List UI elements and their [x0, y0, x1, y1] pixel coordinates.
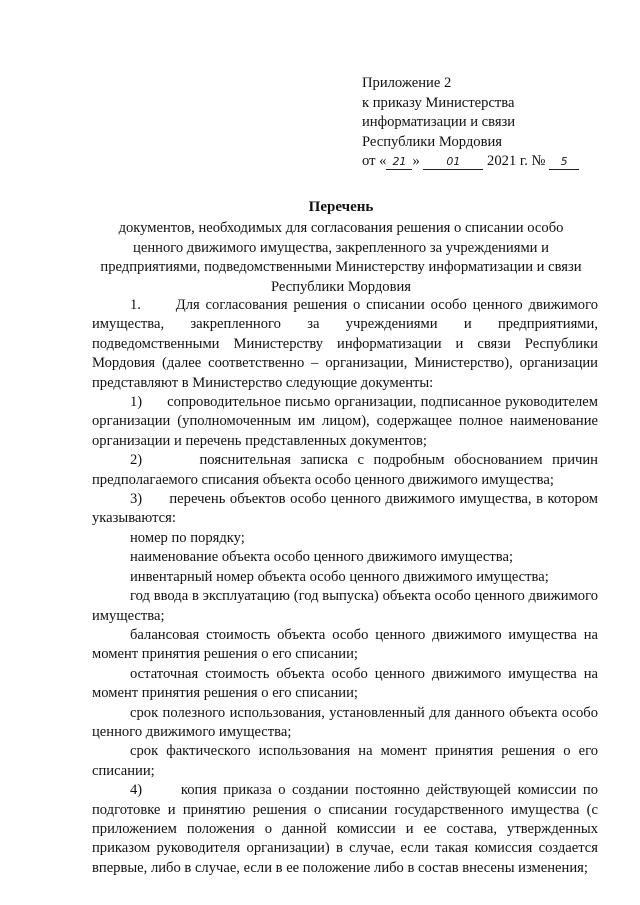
document-title: Перечень [308, 199, 374, 215]
sub-item: остаточная стоимость объекта особо ценного движимого имущества на момент принятия решения о его списании; [92, 665, 598, 702]
appendix-date-line [362, 152, 632, 172]
sub-item: инвентарный номер объекта особо ценного движимого имущества; [130, 568, 549, 585]
appendix-order-ref: к приказу Министерства [362, 94, 515, 111]
list-item-3: 3) перечень объектов особо ценного движимого имущества, в котором указываются: [92, 491, 598, 527]
sub-item: срок полезного использования, установленный для данного объекта особо ценного движимого имущества; [92, 704, 598, 740]
appendix-ministry: информатизации и связи [362, 114, 516, 130]
appendix-republic: Республики Мордовия [362, 133, 503, 150]
subtitle-line: документов, необходимых для согласования решения о списании особо [118, 220, 564, 236]
subtitle-line: Республики Мордовия [270, 278, 411, 295]
subtitle-line: предприятиями, подведомственными Министерству информатизации и связи [100, 259, 582, 275]
list-item-4: 4) копия приказа о создании постоянно действующей комиссии по подготовке и принятию решения о списании государственного имущества (с приложением положения о данной комиссии и ее состава, утвержденных приказом руководителя организации) в случае, если такая комиссия создается впервые, либо в случае, если в ее положение либо в состав внесены изменения; [92, 782, 598, 876]
document-heading [86, 198, 596, 297]
list-item-2: 2) пояснительная записка с подробным обоснованием причин предполагаемого списания объекта особо ценного движимого имущества; [92, 452, 598, 488]
paragraph-1: 1. Для согласования решения о списании особо ценного движимого имущества, закрепленного за учреждениями и предприятиями, подведомственными Министерству информатизации и связи Республики Мордовия (далее соответственно – организации, Министерство), организации представляют в Министерство следующие документы: [92, 297, 598, 391]
list-item-1: 1) сопроводительное письмо организации, подписанное руководителем организации (уполномоченным им лицом), содержащее полное наименование организации и перечень представленных документов; [92, 394, 598, 449]
sub-item: номер по порядку; [130, 529, 245, 546]
appendix-title: Приложение 2 [362, 75, 452, 91]
date-year: 2021 г. № [487, 153, 546, 169]
sub-item: балансовая стоимость объекта особо ценного движимого имущества на момент принятия решения о его списании; [92, 626, 598, 663]
document-body [92, 296, 598, 878]
date-day: 21 [386, 155, 412, 170]
date-prefix: от « [362, 153, 387, 169]
sub-item: срок фактического использования на момент принятия решения о его списании; [92, 743, 598, 779]
appendix-header [362, 74, 632, 172]
date-month: 01 [423, 155, 483, 170]
order-number: 5 [549, 155, 579, 170]
date-mid: » [412, 153, 420, 169]
sub-item: год ввода в эксплуатацию (год выпуска) объекта особо ценного движимого имущества; [92, 588, 598, 624]
sub-item: наименование объекта особо ценного движимого имущества; [130, 549, 514, 566]
subtitle-line: ценного движимого имущества, закрепленного за учреждениями и [133, 239, 549, 256]
